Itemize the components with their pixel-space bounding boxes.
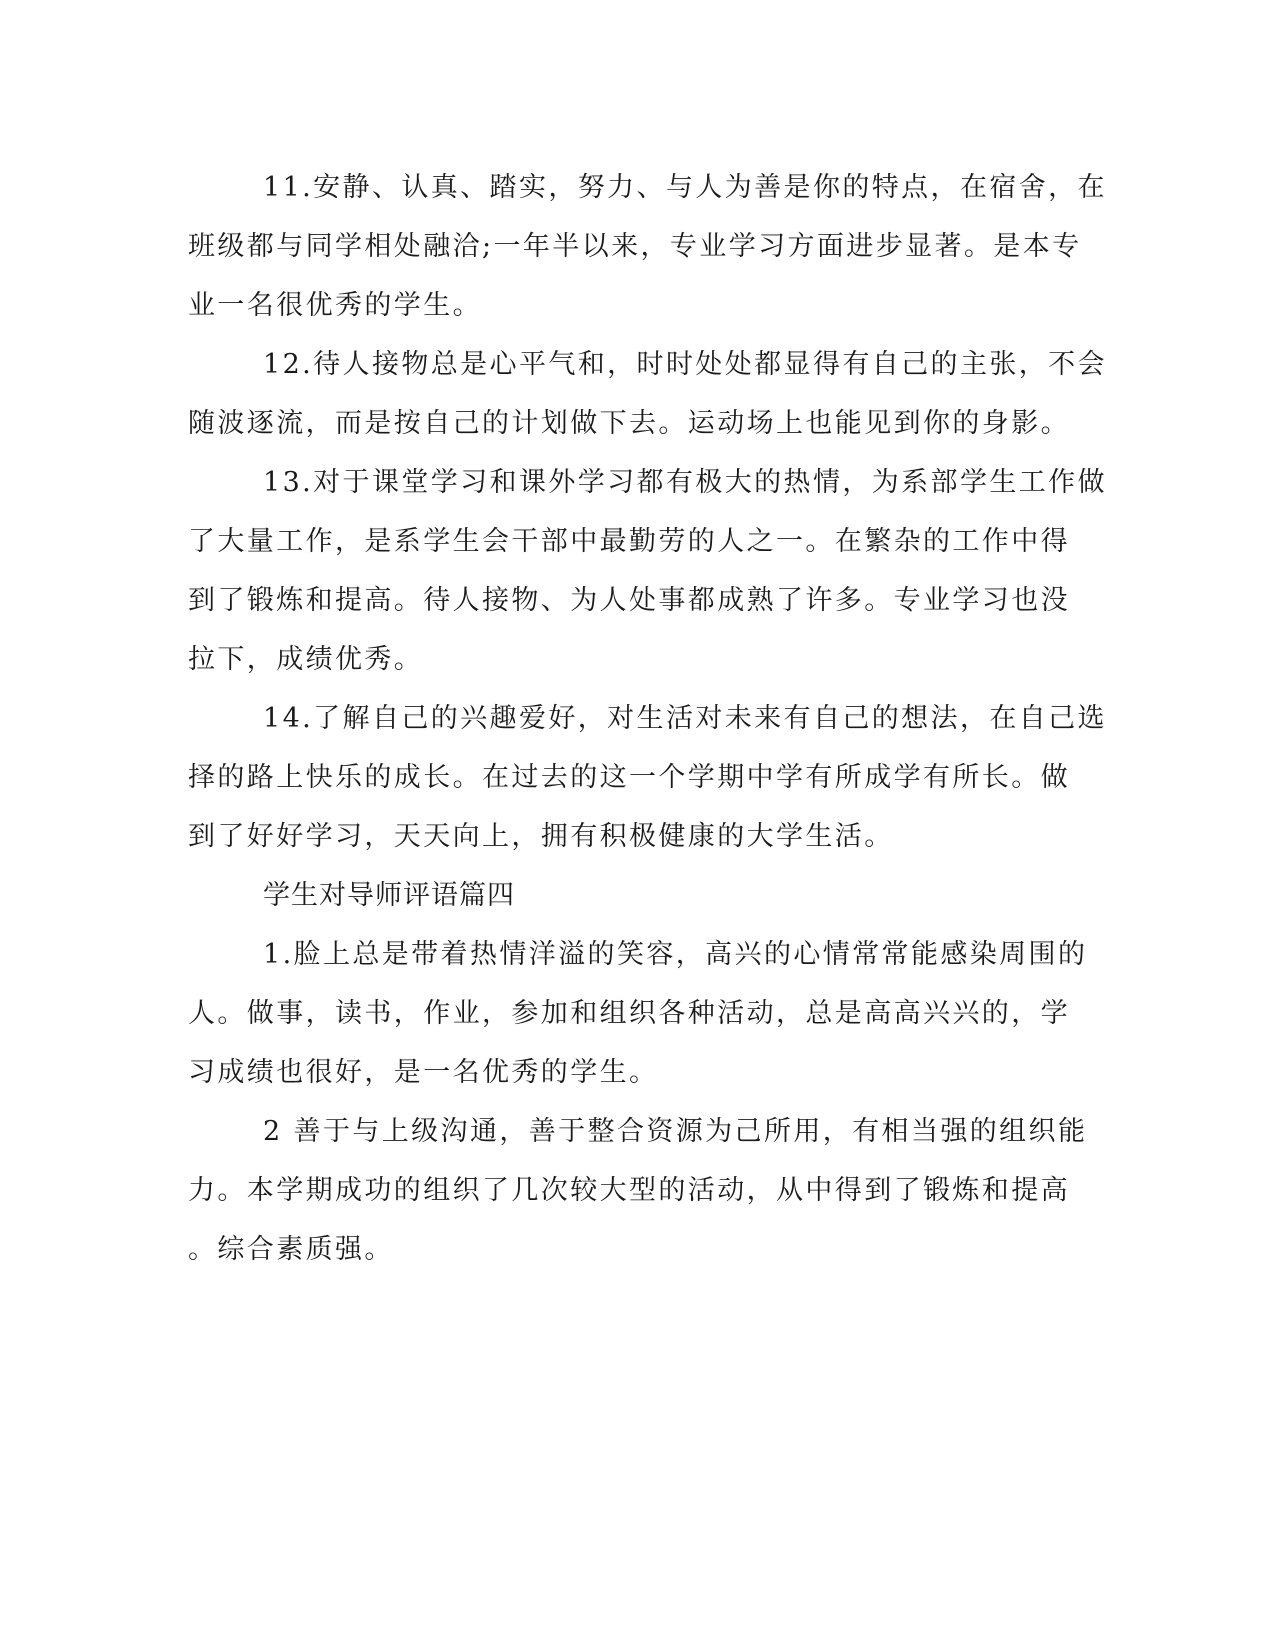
paragraph-11-line-2: 班级都与同学相处融洽;一年半以来，专业学习方面进步显著。是本专 bbox=[188, 231, 1082, 262]
paragraph-13-line-3: 到了锻炼和提高。待人接物、为人处事都成熟了许多。专业学习也没 bbox=[188, 585, 1070, 616]
paragraph-14-line-3: 到了好好学习，天天向上，拥有积极健康的大学生活。 bbox=[188, 821, 894, 852]
paragraph-2-line-3: 。综合素质强。 bbox=[188, 1234, 394, 1265]
paragraph-11-line-1: 11.安静、认真、踏实，努力、与人为善是你的特点，在宿舍，在 bbox=[263, 172, 1107, 203]
section-heading: 学生对导师评语篇四 bbox=[263, 880, 515, 911]
paragraph-12-line-2: 随波逐流，而是按自己的计划做下去。运动场上也能见到你的身影。 bbox=[188, 408, 1070, 439]
paragraph-13-line-4: 拉下，成绩优秀。 bbox=[188, 644, 424, 675]
paragraph-1-line-1: 1.脸上总是带着热情洋溢的笑容，高兴的心情常常能感染周围的 bbox=[263, 939, 1088, 970]
paragraph-1-line-2: 人。做事，读书，作业，参加和组织各种活动，总是高高兴兴的，学 bbox=[188, 998, 1070, 1029]
paragraph-13-line-2: 了大量工作，是系学生会干部中最勤劳的人之一。在繁杂的工作中得 bbox=[188, 526, 1070, 557]
paragraph-12-line-1: 12.待人接物总是心平气和，时时处处都显得有自己的主张，不会 bbox=[263, 349, 1107, 380]
paragraph-2-line-2: 力。本学期成功的组织了几次较大型的活动，从中得到了锻炼和提高 bbox=[188, 1175, 1070, 1206]
paragraph-13-line-1: 13.对于课堂学习和课外学习都有极大的热情，为系部学生工作做 bbox=[263, 467, 1107, 498]
paragraph-14-line-1: 14.了解自己的兴趣爱好，对生活对未来有自己的想法，在自己选 bbox=[263, 703, 1107, 734]
paragraph-2-line-1: 2 善于与上级沟通，善于整合资源为己所用，有相当强的组织能 bbox=[263, 1116, 1088, 1147]
paragraph-1-line-3: 习成绩也很好，是一名优秀的学生。 bbox=[188, 1057, 659, 1088]
paragraph-14-line-2: 择的路上快乐的成长。在过去的这一个学期中学有所成学有所长。做 bbox=[188, 762, 1070, 793]
paragraph-11-line-3: 业一名很优秀的学生。 bbox=[188, 290, 482, 321]
